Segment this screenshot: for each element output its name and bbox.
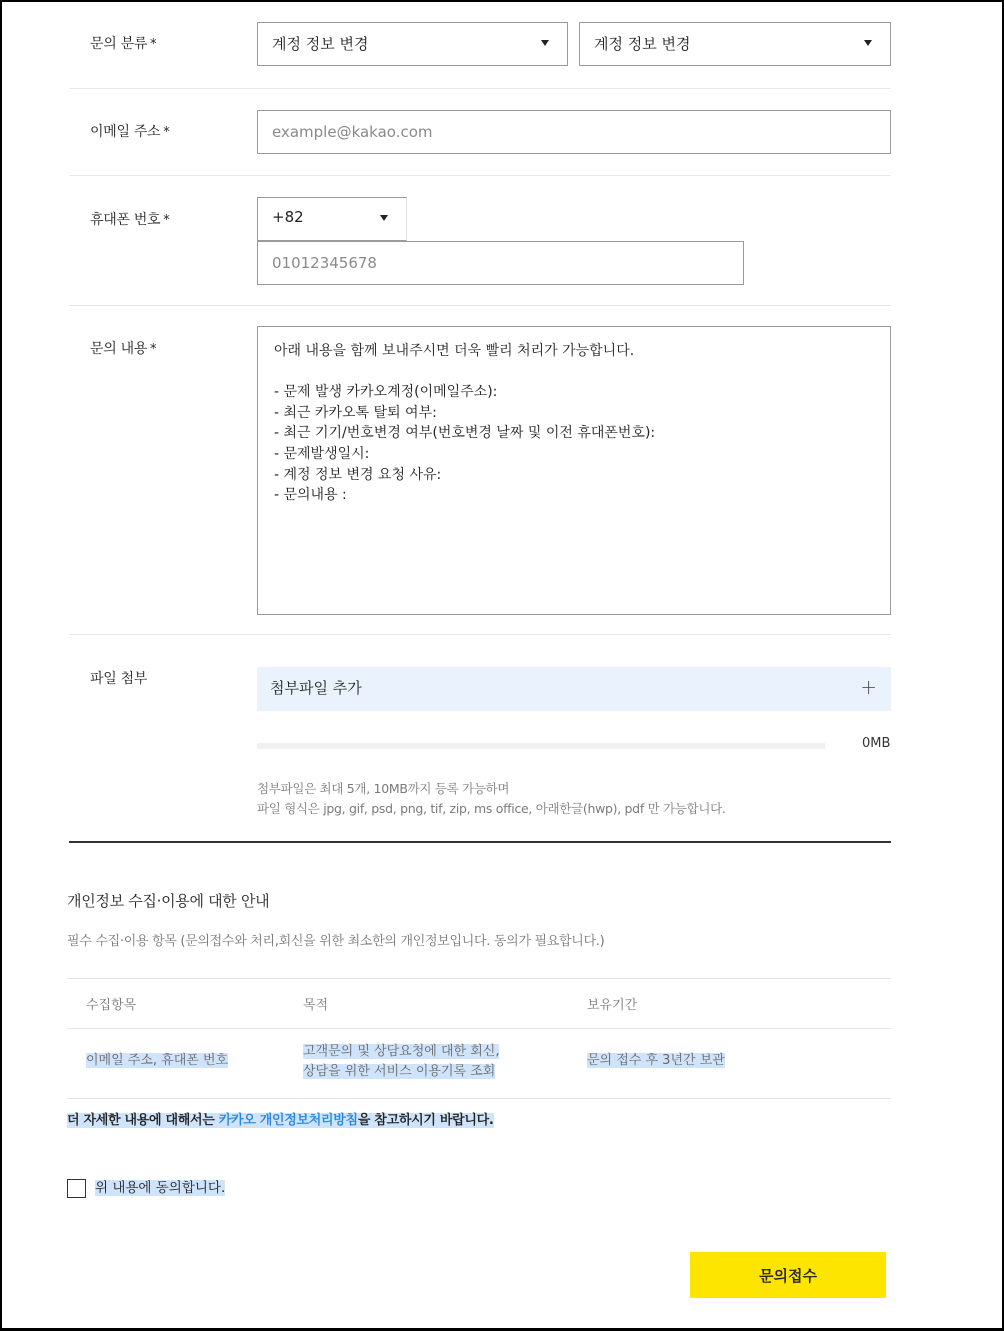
add-attachment-button[interactable] (257, 667, 891, 711)
chevron-down-icon (541, 40, 549, 46)
attachment-usage-bar (257, 743, 825, 749)
content-label: 문의 내용 * (90, 341, 157, 357)
phone-label: 휴대폰 번호 * (90, 212, 170, 228)
plus-icon: + (860, 675, 877, 699)
category-primary-value: 계정 정보 변경 (272, 35, 369, 53)
divider (69, 88, 891, 89)
attachment-note-line2: 파일 형식은 jpg, gif, psd, png, tif, zip, ms office, 아래한글(hwp), pdf 만 가능합니다. (257, 801, 726, 816)
email-field[interactable] (257, 110, 891, 154)
column-header-items: 수집항목 (86, 998, 137, 1013)
add-attachment-label: 첨부파일 추가 (270, 679, 362, 697)
column-header-retention: 보유기간 (587, 998, 638, 1013)
submit-inquiry-button[interactable]: 문의접수 (690, 1252, 886, 1298)
country-code-value: +82 (272, 208, 304, 226)
divider (69, 634, 891, 635)
phone-number-field[interactable] (257, 241, 744, 285)
inquiry-content-textarea[interactable]: 아래 내용을 함께 보내주시면 더욱 빨리 처리가 가능합니다. - 문제 발생 카카오계정(이메일주소): - 최근 카카오톡 탈퇴 여부: - 최근 기기/번호변경 여부(번호변경 날짜 및 이전 휴대폰번호): - 문제발생일시: - 계정 정보 변경 요청 사유: - 문의내용 : (257, 326, 891, 615)
attachment-label: 파일 첨부 (90, 671, 148, 687)
table-cell-retention: 문의 접수 후 3년간 보관 (587, 1053, 725, 1068)
chevron-down-icon (380, 215, 388, 221)
table-cell-purpose: 고객문의 및 상담요청에 대한 회신, 상담을 위한 서비스 이용기록 조회 (303, 1044, 500, 1079)
divider (69, 175, 891, 176)
agree-label[interactable]: 위 내용에 동의합니다. (95, 1180, 226, 1196)
email-label: 이메일 주소 * (90, 124, 170, 140)
chevron-down-icon (864, 40, 872, 46)
table-bottom-border (67, 1098, 891, 1099)
column-header-purpose: 목적 (303, 998, 329, 1013)
privacy-title: 개인정보 수집·이용에 대한 안내 (67, 892, 270, 910)
agree-checkbox[interactable] (67, 1179, 86, 1198)
category-secondary-value: 계정 정보 변경 (594, 35, 691, 53)
table-cell-items: 이메일 주소, 휴대폰 번호 (86, 1053, 229, 1068)
country-code-select[interactable] (257, 197, 407, 241)
category-label: 문의 분류 * (90, 36, 157, 52)
table-header-border (67, 1028, 891, 1029)
privacy-subtitle: 필수 수집·이용 항목 (문의접수와 처리,회신을 위한 최소한의 개인정보입니다. 동의가 필요합니다.) (67, 934, 605, 949)
divider (69, 305, 891, 306)
category-secondary-select[interactable] (579, 22, 891, 66)
section-divider (69, 841, 891, 843)
table-top-border (67, 978, 891, 979)
category-primary-select[interactable] (257, 22, 568, 66)
privacy-policy-link[interactable]: 카카오 개인정보처리방침 (218, 1113, 358, 1128)
attachment-note-line1: 첨부파일은 최대 5개, 10MB까지 등록 가능하며 (257, 781, 510, 796)
privacy-policy-notice: 더 자세한 내용에 대해서는 카카오 개인정보처리방침을 참고하시기 바랍니다. (67, 1113, 494, 1128)
attachment-size-text: 0MB (862, 736, 891, 751)
